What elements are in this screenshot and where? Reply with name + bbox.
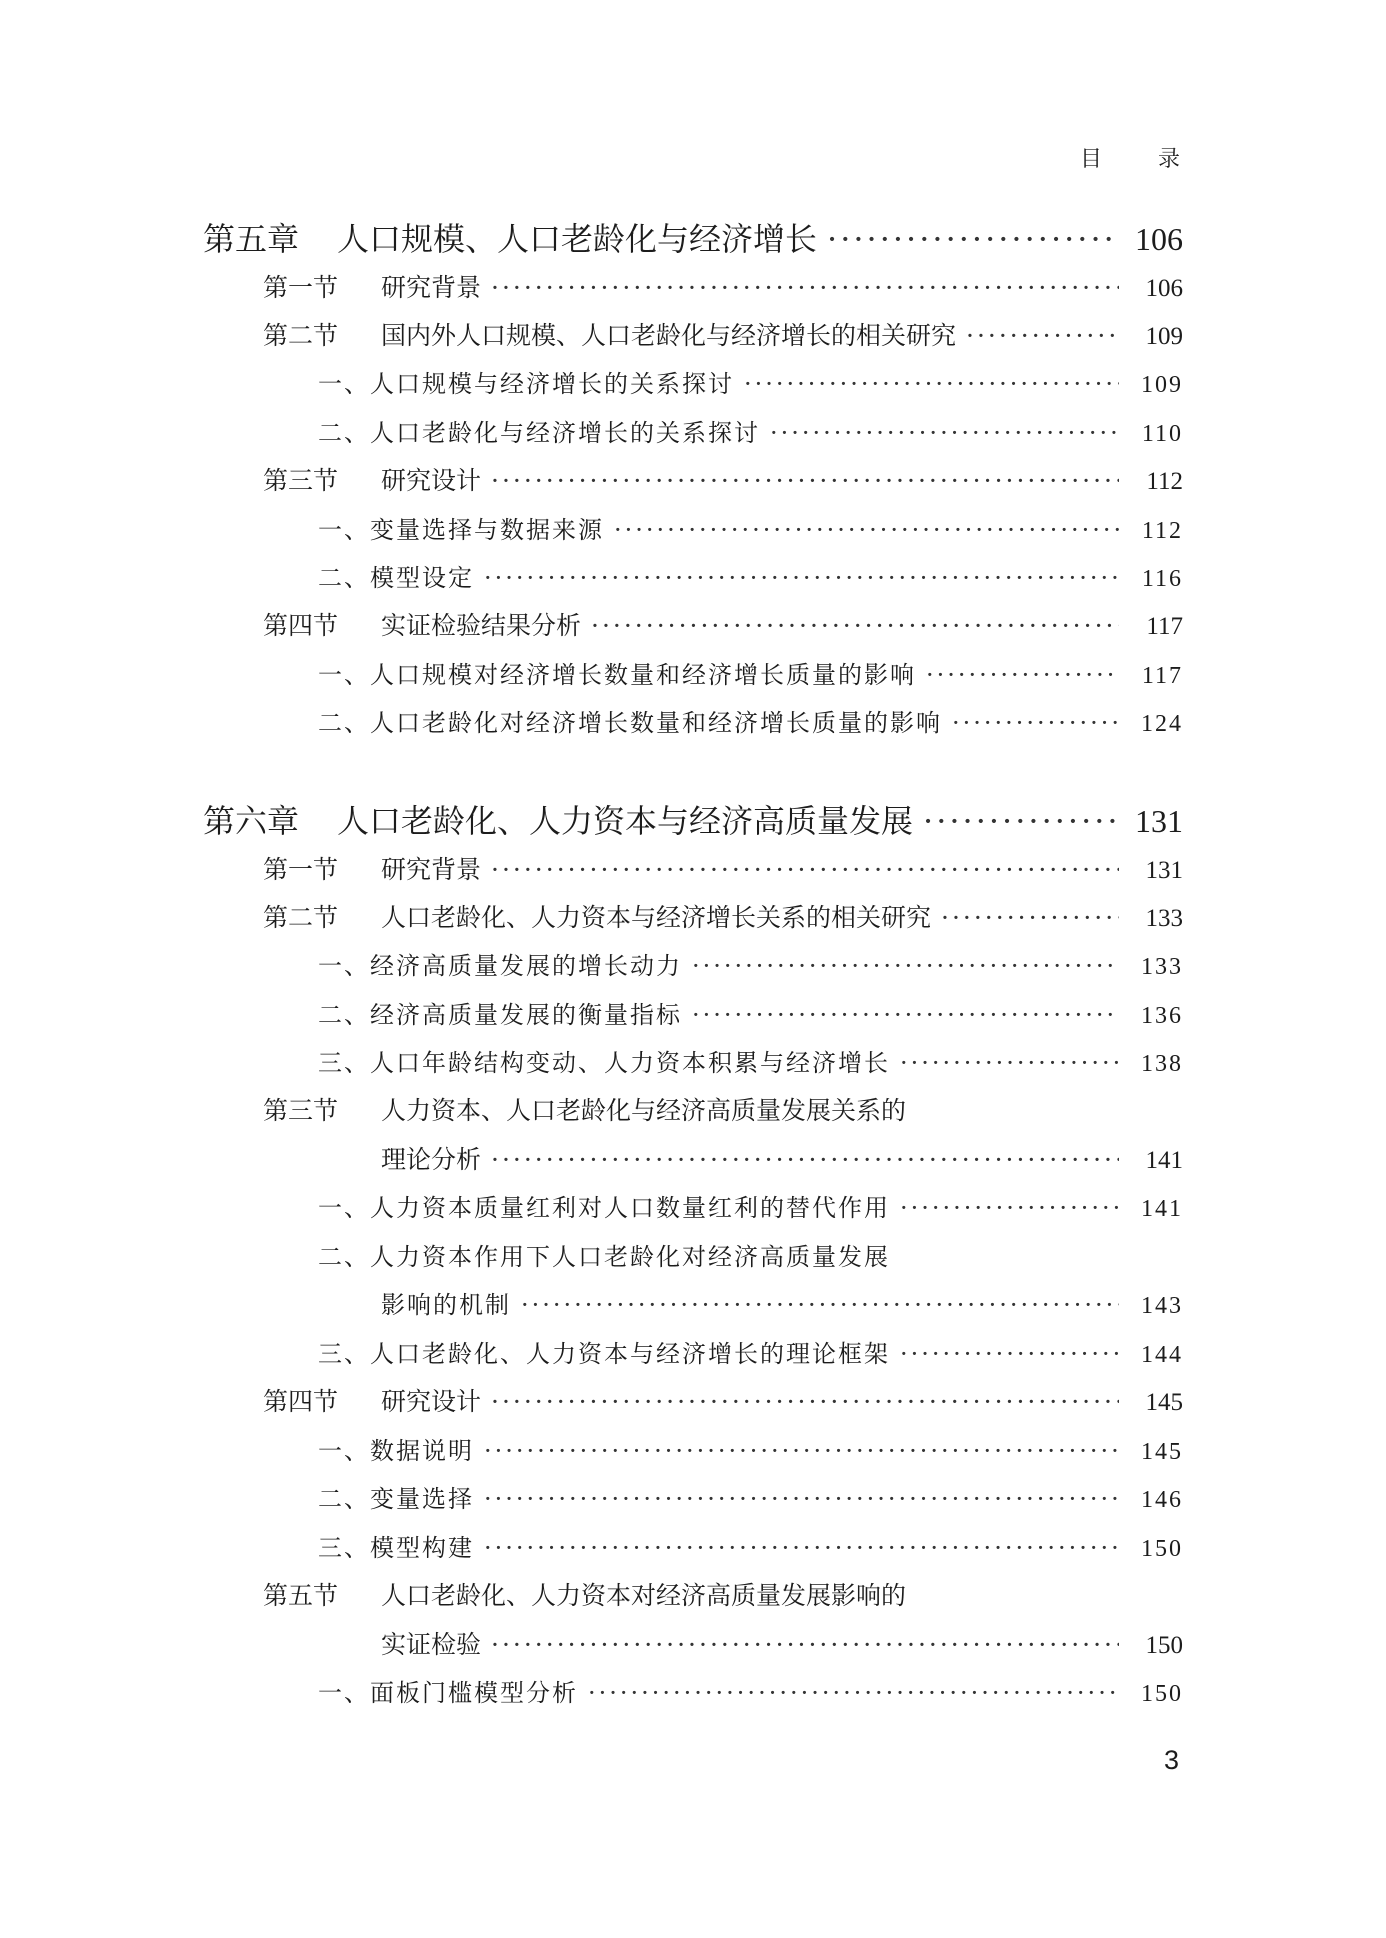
toc-subsection[interactable] bbox=[318, 995, 1183, 1030]
section-label: 第一节 bbox=[263, 273, 339, 302]
subsection-title: 一、数据说明 bbox=[318, 1437, 474, 1465]
section-title: 人口老龄化、人力资本对经济高质量发展影响的 bbox=[381, 1581, 907, 1610]
toc-subsection[interactable] bbox=[318, 1043, 1183, 1078]
subsection-title: 一、经济高质量发展的增长动力 bbox=[318, 952, 682, 980]
leader-dots bbox=[770, 419, 1119, 447]
toc-subsection[interactable] bbox=[318, 655, 1183, 690]
toc-section[interactable] bbox=[263, 268, 1183, 304]
page-number: 116 bbox=[1141, 566, 1183, 592]
leader-dots bbox=[491, 855, 1119, 884]
leader-dots bbox=[491, 1145, 1119, 1174]
page-number: 117 bbox=[1146, 613, 1183, 640]
running-head-left: 目 bbox=[1080, 147, 1103, 172]
page-number: 146 bbox=[1141, 1487, 1183, 1513]
section-title-continued: 理论分析 bbox=[381, 1145, 482, 1174]
running-head-right: 录 bbox=[1157, 147, 1180, 172]
leader-dots bbox=[900, 1340, 1119, 1368]
subsection-title: 三、人口老龄化、人力资本与经济增长的理论框架 bbox=[318, 1340, 890, 1368]
section-title: 人口老龄化、人力资本与经济增长关系的相关研究 bbox=[381, 903, 932, 932]
subsection-title: 二、模型设定 bbox=[318, 564, 474, 592]
subsection-title: 一、人口规模与经济增长的关系探讨 bbox=[318, 370, 734, 398]
section-label: 第三节 bbox=[263, 1096, 339, 1125]
leader-dots bbox=[952, 709, 1119, 737]
toc-subsection[interactable] bbox=[318, 510, 1183, 545]
page-number: 144 bbox=[1141, 1342, 1183, 1368]
page-number: 112 bbox=[1146, 468, 1183, 495]
section-label: 第三节 bbox=[263, 466, 339, 495]
section-title: 研究设计 bbox=[381, 466, 482, 495]
toc-subsection[interactable] bbox=[318, 1479, 1183, 1514]
leader-dots bbox=[614, 516, 1119, 544]
subsection-title: 一、面板门槛模型分析 bbox=[318, 1679, 578, 1707]
section-label: 第四节 bbox=[263, 1387, 339, 1416]
page-number: 136 bbox=[1141, 1003, 1183, 1029]
toc-subsection[interactable] bbox=[318, 1334, 1183, 1369]
leader-dots bbox=[484, 1485, 1119, 1513]
toc-subsection[interactable] bbox=[318, 1673, 1183, 1708]
leader-dots bbox=[923, 802, 1119, 840]
toc-subsection[interactable] bbox=[318, 1431, 1183, 1466]
section-title: 人力资本、人口老龄化与经济高质量发展关系的 bbox=[381, 1096, 907, 1125]
page-number: 138 bbox=[1141, 1051, 1183, 1077]
section-label: 第五节 bbox=[263, 1581, 339, 1610]
leader-dots bbox=[491, 273, 1119, 302]
leader-dots bbox=[591, 611, 1119, 640]
section-title: 国内外人口规模、人口老龄化与经济增长的相关研究 bbox=[381, 321, 957, 350]
chapter-title: 人口规模、人口老龄化与经济增长 bbox=[337, 220, 818, 258]
page-number: 117 bbox=[1141, 663, 1183, 689]
leader-dots bbox=[491, 1630, 1119, 1659]
leader-dots bbox=[484, 1534, 1119, 1562]
toc-chapter-5[interactable] bbox=[203, 214, 1183, 260]
leader-dots bbox=[521, 1291, 1119, 1319]
toc-chapter-6[interactable] bbox=[203, 796, 1183, 842]
toc-section[interactable] bbox=[263, 850, 1183, 886]
page-number: 145 bbox=[1145, 1389, 1183, 1416]
page-number: 143 bbox=[1141, 1293, 1183, 1319]
leader-dots bbox=[900, 1194, 1119, 1222]
page-number: 112 bbox=[1141, 518, 1183, 544]
chapter-label: 第六章 bbox=[203, 802, 300, 840]
chapter-label: 第五章 bbox=[203, 220, 300, 258]
page-number: 150 bbox=[1141, 1681, 1183, 1707]
subsection-title-continued: 影响的机制 bbox=[381, 1291, 511, 1319]
toc-subsection[interactable] bbox=[318, 703, 1183, 738]
subsection-title: 一、人力资本质量红利对人口数量红利的替代作用 bbox=[318, 1194, 890, 1222]
leader-dots bbox=[484, 564, 1119, 592]
leader-dots bbox=[588, 1679, 1119, 1707]
section-label: 第四节 bbox=[263, 611, 339, 640]
toc-subsection[interactable] bbox=[318, 1528, 1183, 1563]
toc-section[interactable] bbox=[263, 316, 1183, 352]
toc-subsection[interactable] bbox=[318, 413, 1183, 448]
toc-section[interactable] bbox=[263, 1091, 1183, 1127]
page-number: 131 bbox=[1135, 803, 1183, 839]
toc-section[interactable] bbox=[263, 606, 1183, 642]
page-number: 109 bbox=[1141, 372, 1183, 398]
page-number: 133 bbox=[1145, 905, 1183, 932]
toc-section[interactable] bbox=[263, 1382, 1183, 1418]
toc-section[interactable] bbox=[263, 1576, 1183, 1612]
subsection-title: 一、人口规模对经济增长数量和经济增长质量的影响 bbox=[318, 661, 916, 689]
page-number: 110 bbox=[1141, 421, 1183, 447]
section-label: 第一节 bbox=[263, 855, 339, 884]
leader-dots bbox=[491, 466, 1119, 495]
section-title: 实证检验结果分析 bbox=[381, 611, 582, 640]
leader-dots bbox=[744, 370, 1119, 398]
page-number: 150 bbox=[1145, 1632, 1183, 1659]
page-number: 150 bbox=[1141, 1536, 1183, 1562]
subsection-title: 二、人力资本作用下人口老龄化对经济高质量发展 bbox=[318, 1243, 890, 1271]
leader-dots bbox=[900, 1049, 1119, 1077]
toc-section[interactable] bbox=[263, 898, 1183, 934]
page-number: 141 bbox=[1141, 1196, 1183, 1222]
leader-dots bbox=[692, 952, 1119, 980]
page-number: 106 bbox=[1145, 275, 1183, 302]
leader-dots bbox=[484, 1437, 1119, 1465]
page-number: 131 bbox=[1145, 857, 1183, 884]
leader-dots bbox=[827, 220, 1119, 258]
page-number: 106 bbox=[1135, 221, 1183, 257]
subsection-title: 二、变量选择 bbox=[318, 1485, 474, 1513]
leader-dots bbox=[926, 661, 1119, 689]
toc-subsection[interactable] bbox=[318, 558, 1183, 593]
section-label: 第二节 bbox=[263, 903, 339, 932]
subsection-title: 三、模型构建 bbox=[318, 1534, 474, 1562]
section-title-continued: 实证检验 bbox=[381, 1630, 482, 1659]
toc-section-continuation[interactable] bbox=[381, 1625, 1183, 1661]
toc-section-continuation[interactable] bbox=[381, 1140, 1183, 1176]
chapter-title: 人口老龄化、人力资本与经济高质量发展 bbox=[337, 802, 914, 840]
page-folio: 3 bbox=[1163, 1745, 1179, 1775]
subsection-title: 二、人口老龄化与经济增长的关系探讨 bbox=[318, 419, 760, 447]
subsection-title: 二、人口老龄化对经济增长数量和经济增长质量的影响 bbox=[318, 709, 942, 737]
section-title: 研究背景 bbox=[381, 855, 482, 884]
running-head bbox=[1080, 142, 1180, 173]
leader-dots bbox=[966, 321, 1119, 350]
section-title: 研究设计 bbox=[381, 1387, 482, 1416]
toc-section[interactable] bbox=[263, 461, 1183, 497]
page-number: 124 bbox=[1141, 711, 1183, 737]
page-number: 109 bbox=[1145, 323, 1183, 350]
section-label: 第二节 bbox=[263, 321, 339, 350]
leader-dots bbox=[491, 1387, 1119, 1416]
subsection-title: 一、变量选择与数据来源 bbox=[318, 516, 604, 544]
subsection-title: 二、经济高质量发展的衡量指标 bbox=[318, 1001, 682, 1029]
toc-subsection[interactable] bbox=[318, 364, 1183, 399]
leader-dots bbox=[941, 903, 1119, 932]
page-number: 141 bbox=[1145, 1147, 1183, 1174]
toc-subsection[interactable] bbox=[318, 1237, 1183, 1272]
leader-dots bbox=[692, 1001, 1119, 1029]
section-title: 研究背景 bbox=[381, 273, 482, 302]
page-number: 145 bbox=[1141, 1439, 1183, 1465]
toc-subsection[interactable] bbox=[318, 946, 1183, 981]
toc-subsection[interactable] bbox=[318, 1188, 1183, 1223]
toc-subsection-continuation[interactable] bbox=[381, 1285, 1183, 1320]
page-number: 133 bbox=[1141, 954, 1183, 980]
subsection-title: 三、人口年龄结构变动、人力资本积累与经济增长 bbox=[318, 1049, 890, 1077]
